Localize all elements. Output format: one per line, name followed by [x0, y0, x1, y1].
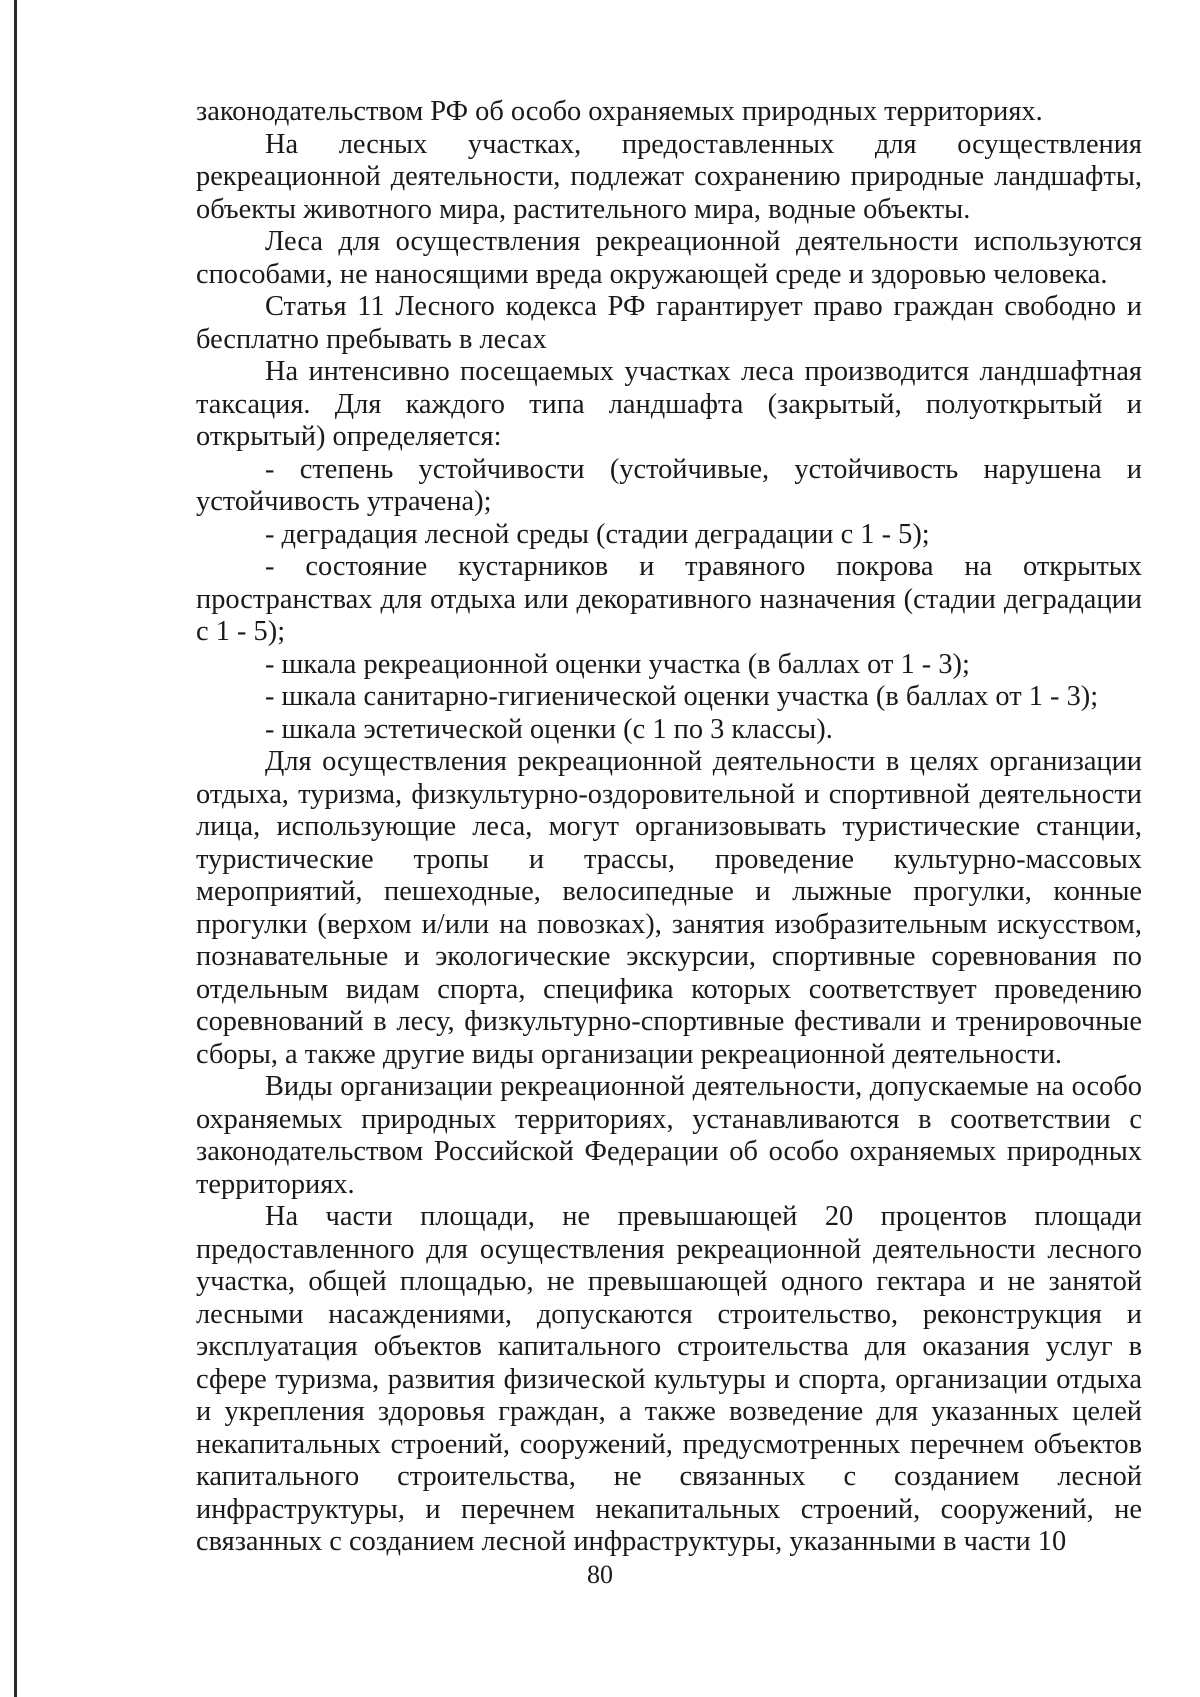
list-item-sanitary-scale: - шкала санитарно-гигиенической оценки участка (в баллах от 1 - 3); [265, 681, 1099, 712]
paragraph-article-11: Статья 11 Лесного кодекса РФ гарантирует право граждан свободно и бесплатно пребывать в лесах [196, 291, 1142, 355]
paragraph-protected-territories: Виды организации рекреационной деятельности, допускаемые на особо охраняемых природных территориях, устанавливаются в соответствии с законодательством Российской Федерации об особо охраняемых природных территориях. [196, 1071, 1142, 1200]
list-item-stability: - степень устойчивости (устойчивые, устойчивость нарушена и устойчивость утрачена); [196, 453, 1142, 517]
paragraph-recreation-activities: Для осуществления рекреационной деятельности в целях организации отдыха, туризма, физкультурно-оздоровительной и спортивной деятельности лица, использующие леса, могут организовывать туристические станции, туристические тропы и трассы, проведение культурно-массовых мероприятий, пешеходные, велосипедные и лыжные прогулки, конные прогулки (верхом и/или на повозках), занятия изобразительным искусством, познавательные и экологические экскурсии, спортивные соревнования по отдельным видам спорта, специфика которых соответствует проведению соревнований в лесу, физкультурно-спортивные фестивали и тренировочные сборы, а также другие виды организации рекреационной деятельности. [196, 746, 1142, 1070]
document-page [196, 96, 1142, 1559]
list-item-aesthetic-scale: - шкала эстетической оценки (с 1 по 3 классы). [265, 713, 833, 745]
list-item-degradation: - деградация лесной среды (стадии деградации с 1 - 5); [265, 518, 930, 550]
paragraph-construction-limits: На части площади, не превышающей 20 процентов площади предоставленного для осуществления рекреационной деятельности лесного участка, общей площадью, не превышающей одного гектара и не занятой лесными насаждениями, допускаются строительство, реконструкция и эксплуатация объектов капитального строительства для оказания услуг в сфере туризма, развития физической культуры и спорта, организации отдыха и укрепления здоровья граждан, а также возведение для указанных целей некапитальных строений, сооружений, предусмотренных перечнем объектов капитального строительства, не связанных с созданием лесной инфраструктуры, и перечнем некапитальных строений, сооружений, не связанных с созданием лесной инфраструктуры, указанными в части 10 [196, 1201, 1142, 1557]
list-item-shrub-condition: - состояние кустарников и травяного покрова на открытых пространствах для отдыха или декоративного назначения (стадии деградации с 1 - 5); [196, 551, 1142, 647]
paragraph-preserved-objects: На лесных участках, предоставленных для осуществления рекреационной деятельности, подлежат сохранению природные ландшафты, объекты животного мира, растительного мира, водные объекты. [196, 128, 1142, 225]
paragraph-landscape-taxation: На интенсивно посещаемых участках леса производится ландшафтная таксация. Для каждого типа ландшафта (закрытый, полуоткрытый и открытый) определяется: [196, 356, 1142, 452]
scan-edge-line [14, 0, 17, 1697]
paragraph-forest-use-methods: Леса для осуществления рекреационной деятельности используются способами, не наносящими вреда окружающей среде и здоровью человека. [196, 226, 1142, 290]
page-number: 80 [587, 1560, 613, 1589]
list-item-recreational-scale: - шкала рекреационной оценки участка (в баллах от 1 - 3); [265, 648, 970, 680]
paragraph-continuation: законодательством РФ об особо охраняемых природных территориях. [196, 96, 1043, 127]
